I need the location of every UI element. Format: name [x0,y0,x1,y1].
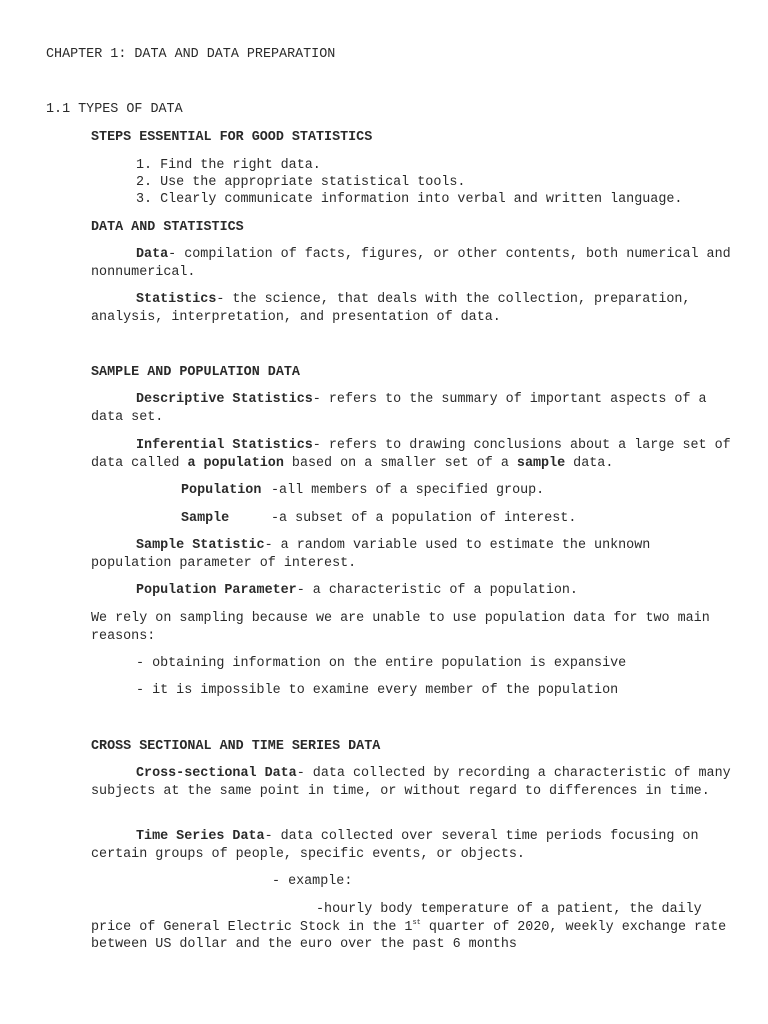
definition: data. [565,455,614,471]
list-item: 2. Use the appropriate statistical tools. [136,175,466,190]
chapter-title: CHAPTER 1: DATA AND DATA PREPARATION [46,47,336,62]
time-series-examples [91,901,731,954]
sample-definition [181,510,576,527]
time-series-definition [91,828,731,863]
definition: - refers to the summary of important aspects of a data set. [91,392,707,425]
definition: -a subset of a population of interest. [271,511,577,526]
steps-heading: STEPS ESSENTIAL FOR GOOD STATISTICS [91,130,373,145]
term: Sample [181,511,230,526]
example-label: - example: [272,874,353,889]
cross-sectional-definition [91,765,731,800]
definition: - a random variable used to estimate the unknown population parameter of interest. [91,538,651,571]
data-definition [91,246,731,281]
population-parameter-definition [91,582,731,600]
inferential-statistics-definition [91,437,731,472]
sample-population-heading: SAMPLE AND POPULATION DATA [91,365,300,380]
list-item: - obtaining information on the entire population is expansive [136,656,627,671]
rely-paragraph: We rely on sampling because we are unable to use population data for two main reasons: [91,611,710,644]
definition: based on a smaller set of a [283,455,517,471]
example-text: quarter of 2020, weekly exchange rate between US dollar and the euro over the past 6 months [91,919,727,952]
cross-time-heading: CROSS SECTIONAL AND TIME SERIES DATA [91,739,381,754]
term: Descriptive Statistics [136,392,313,407]
definition: - data collected over several time periods focusing on certain groups of people, specific events, or objects. [91,829,699,862]
term: Statistics [136,292,217,307]
definition: -all members of a specified group. [271,483,545,498]
term: Population Parameter [136,583,297,598]
term: Data [136,247,169,262]
term: Sample Statistic [136,538,265,553]
definition: - the science, that deals with the collection, preparation, analysis, interpretation, and presentation of data. [91,292,691,325]
sample-statistic-definition [91,537,731,572]
definition: - refers to drawing conclusions about a large set of data called [91,438,731,471]
descriptive-statistics-definition [91,391,731,426]
section-title: 1.1 TYPES OF DATA [46,102,183,117]
population-definition [181,482,544,499]
term: Inferential Statistics [136,438,313,453]
data-statistics-heading: DATA AND STATISTICS [91,220,244,235]
definition: - data collected by recording a characteristic of many subjects at the same point in time, or without regard to differences in time. [91,766,731,799]
term: Population [181,483,262,498]
term: Cross-sectional Data [136,766,297,781]
definition: - compilation of facts, figures, or other contents, both numerical and nonnumerical. [91,247,731,280]
emphasis: a population [187,455,284,471]
list-item: 1. Find the right data. [136,158,321,173]
superscript: st [412,918,421,927]
statistics-definition [91,291,731,326]
example-text: -hourly body temperature of a patient, the daily price of General Electric Stock in the 1 [91,902,702,935]
list-item: 3. Clearly communicate information into verbal and written language. [136,192,683,207]
emphasis: sample [516,455,566,471]
term: Time Series Data [136,829,265,844]
list-item: - it is impossible to examine every member of the population [136,683,619,698]
definition: - a characteristic of a population. [296,583,578,598]
